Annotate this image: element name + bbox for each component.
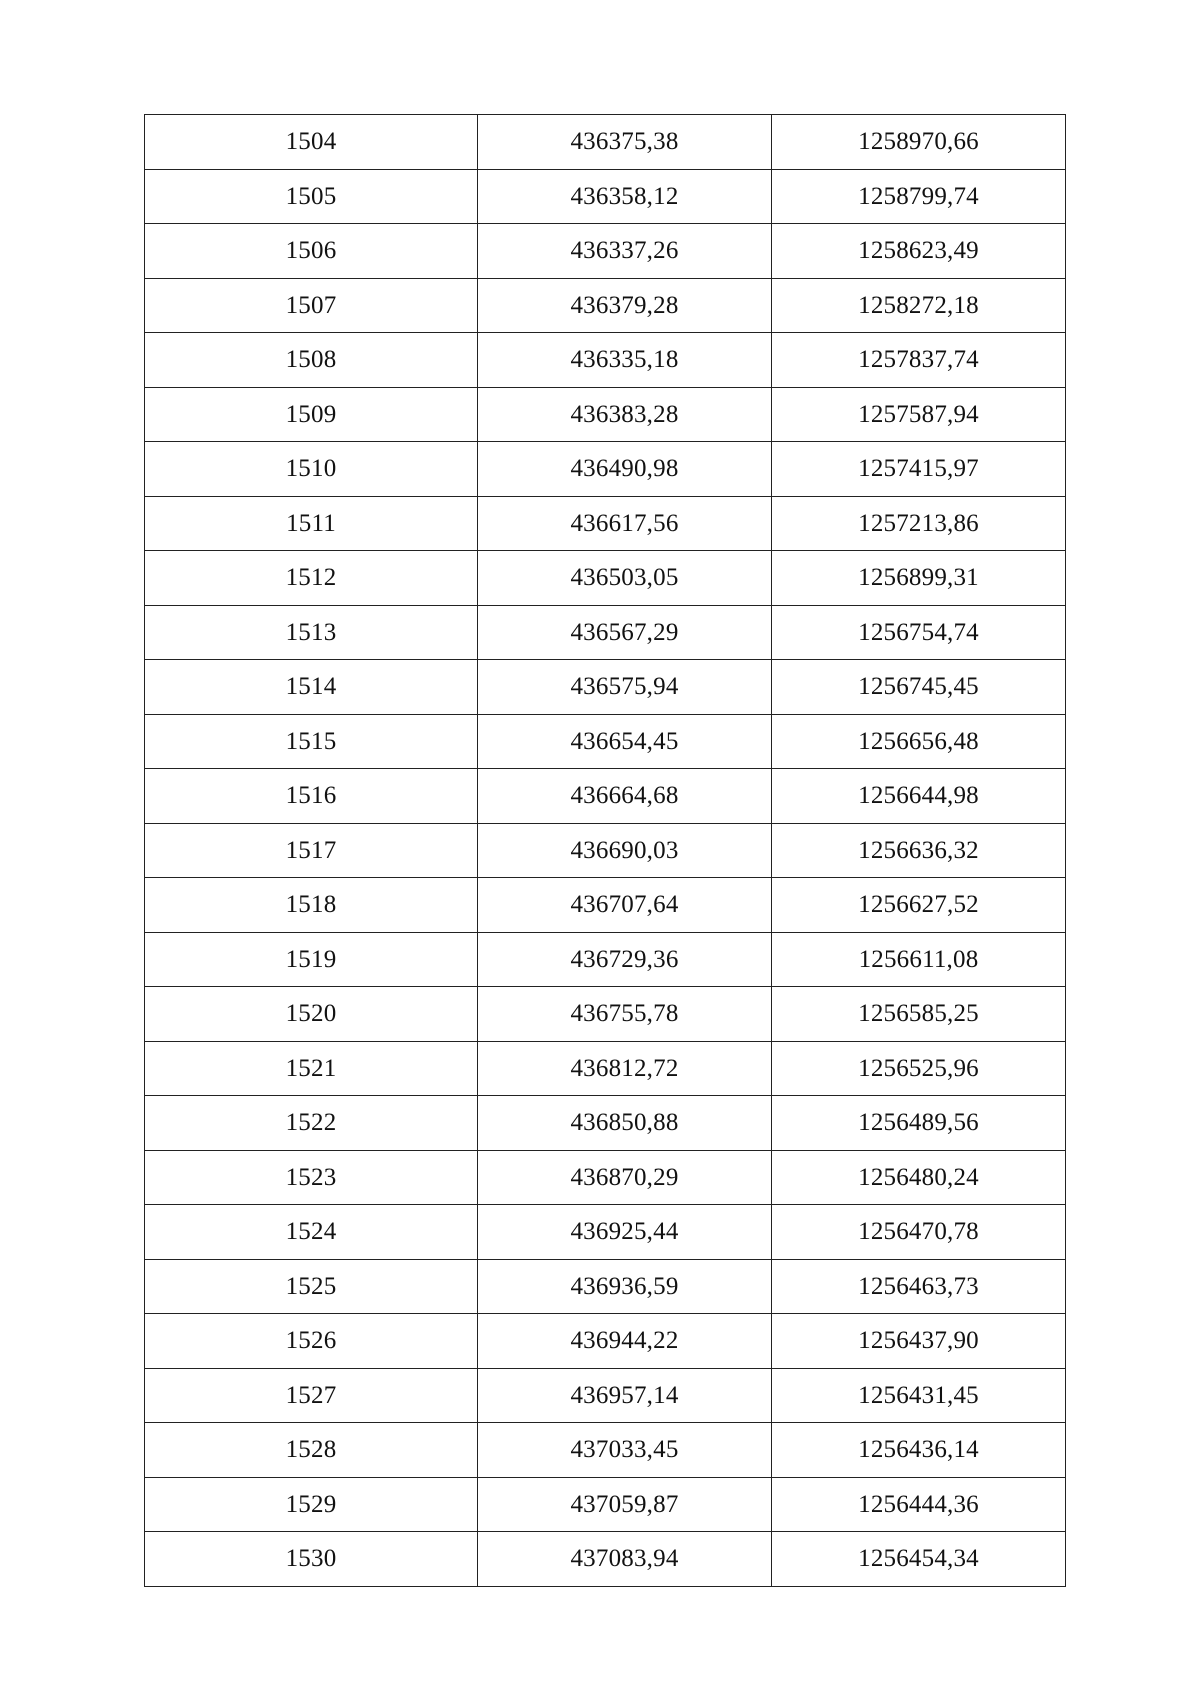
- point-number-cell: 1517: [145, 823, 478, 878]
- table-row: [145, 224, 1066, 279]
- x-coordinate-cell: 436664,68: [478, 769, 772, 824]
- point-number-cell: 1519: [145, 932, 478, 987]
- y-coordinate-cell: 1256454,34: [772, 1532, 1066, 1587]
- point-number-cell: 1511: [145, 496, 478, 551]
- y-coordinate-cell: 1258970,66: [772, 115, 1066, 170]
- point-number-cell: 1520: [145, 987, 478, 1042]
- table-row: [145, 823, 1066, 878]
- table-row: [145, 1041, 1066, 1096]
- x-coordinate-cell: 437059,87: [478, 1477, 772, 1532]
- point-number-cell: 1504: [145, 115, 478, 170]
- y-coordinate-cell: 1256644,98: [772, 769, 1066, 824]
- x-coordinate-cell: 436690,03: [478, 823, 772, 878]
- x-coordinate-cell: 436729,36: [478, 932, 772, 987]
- x-coordinate-cell: 436490,98: [478, 442, 772, 497]
- y-coordinate-cell: 1256636,32: [772, 823, 1066, 878]
- x-coordinate-cell: 436707,64: [478, 878, 772, 933]
- point-number-cell: 1515: [145, 714, 478, 769]
- table-row: [145, 605, 1066, 660]
- table-row: [145, 1423, 1066, 1478]
- y-coordinate-cell: 1256611,08: [772, 932, 1066, 987]
- x-coordinate-cell: 437083,94: [478, 1532, 772, 1587]
- x-coordinate-cell: 436617,56: [478, 496, 772, 551]
- point-number-cell: 1530: [145, 1532, 478, 1587]
- point-number-cell: 1528: [145, 1423, 478, 1478]
- table-row: [145, 1150, 1066, 1205]
- y-coordinate-cell: 1256480,24: [772, 1150, 1066, 1205]
- table-row: [145, 333, 1066, 388]
- y-coordinate-cell: 1256745,45: [772, 660, 1066, 715]
- point-number-cell: 1506: [145, 224, 478, 279]
- x-coordinate-cell: 436503,05: [478, 551, 772, 606]
- table-row: [145, 932, 1066, 987]
- table-row: [145, 714, 1066, 769]
- table-row: [145, 278, 1066, 333]
- table-row: [145, 387, 1066, 442]
- table-row: [145, 769, 1066, 824]
- point-number-cell: 1524: [145, 1205, 478, 1260]
- y-coordinate-cell: 1256656,48: [772, 714, 1066, 769]
- table-row: [145, 1477, 1066, 1532]
- point-number-cell: 1521: [145, 1041, 478, 1096]
- y-coordinate-cell: 1256444,36: [772, 1477, 1066, 1532]
- table-row: [145, 496, 1066, 551]
- x-coordinate-cell: 436358,12: [478, 169, 772, 224]
- point-number-cell: 1516: [145, 769, 478, 824]
- x-coordinate-cell: 436375,38: [478, 115, 772, 170]
- y-coordinate-cell: 1256489,56: [772, 1096, 1066, 1151]
- point-number-cell: 1525: [145, 1259, 478, 1314]
- point-number-cell: 1514: [145, 660, 478, 715]
- y-coordinate-cell: 1256754,74: [772, 605, 1066, 660]
- point-number-cell: 1508: [145, 333, 478, 388]
- point-number-cell: 1529: [145, 1477, 478, 1532]
- table-row: [145, 442, 1066, 497]
- y-coordinate-cell: 1258799,74: [772, 169, 1066, 224]
- y-coordinate-cell: 1256627,52: [772, 878, 1066, 933]
- y-coordinate-cell: 1256525,96: [772, 1041, 1066, 1096]
- x-coordinate-cell: 436850,88: [478, 1096, 772, 1151]
- y-coordinate-cell: 1258623,49: [772, 224, 1066, 279]
- x-coordinate-cell: 436654,45: [478, 714, 772, 769]
- table-row: [145, 115, 1066, 170]
- x-coordinate-cell: 436870,29: [478, 1150, 772, 1205]
- x-coordinate-cell: 436335,18: [478, 333, 772, 388]
- x-coordinate-cell: 437033,45: [478, 1423, 772, 1478]
- y-coordinate-cell: 1257415,97: [772, 442, 1066, 497]
- y-coordinate-cell: 1257837,74: [772, 333, 1066, 388]
- table-row: [145, 660, 1066, 715]
- table-row: [145, 1205, 1066, 1260]
- y-coordinate-cell: 1256437,90: [772, 1314, 1066, 1369]
- table-row: [145, 1259, 1066, 1314]
- point-number-cell: 1526: [145, 1314, 478, 1369]
- x-coordinate-cell: 436944,22: [478, 1314, 772, 1369]
- table-row: [145, 169, 1066, 224]
- y-coordinate-cell: 1256585,25: [772, 987, 1066, 1042]
- x-coordinate-cell: 436957,14: [478, 1368, 772, 1423]
- x-coordinate-cell: 436755,78: [478, 987, 772, 1042]
- point-number-cell: 1512: [145, 551, 478, 606]
- point-number-cell: 1513: [145, 605, 478, 660]
- x-coordinate-cell: 436567,29: [478, 605, 772, 660]
- point-number-cell: 1505: [145, 169, 478, 224]
- x-coordinate-cell: 436925,44: [478, 1205, 772, 1260]
- point-number-cell: 1507: [145, 278, 478, 333]
- table-row: [145, 551, 1066, 606]
- point-number-cell: 1518: [145, 878, 478, 933]
- point-number-cell: 1509: [145, 387, 478, 442]
- point-number-cell: 1527: [145, 1368, 478, 1423]
- table-row: [145, 1532, 1066, 1587]
- x-coordinate-cell: 436379,28: [478, 278, 772, 333]
- table-row: [145, 878, 1066, 933]
- coordinates-table: [144, 114, 1066, 1587]
- y-coordinate-cell: 1256899,31: [772, 551, 1066, 606]
- x-coordinate-cell: 436383,28: [478, 387, 772, 442]
- table-row: [145, 987, 1066, 1042]
- y-coordinate-cell: 1256431,45: [772, 1368, 1066, 1423]
- y-coordinate-cell: 1256463,73: [772, 1259, 1066, 1314]
- y-coordinate-cell: 1257213,86: [772, 496, 1066, 551]
- x-coordinate-cell: 436812,72: [478, 1041, 772, 1096]
- point-number-cell: 1510: [145, 442, 478, 497]
- table-row: [145, 1096, 1066, 1151]
- x-coordinate-cell: 436575,94: [478, 660, 772, 715]
- x-coordinate-cell: 436936,59: [478, 1259, 772, 1314]
- point-number-cell: 1522: [145, 1096, 478, 1151]
- coordinates-table-body: [145, 115, 1066, 1587]
- y-coordinate-cell: 1256436,14: [772, 1423, 1066, 1478]
- y-coordinate-cell: 1258272,18: [772, 278, 1066, 333]
- table-row: [145, 1314, 1066, 1369]
- y-coordinate-cell: 1256470,78: [772, 1205, 1066, 1260]
- x-coordinate-cell: 436337,26: [478, 224, 772, 279]
- y-coordinate-cell: 1257587,94: [772, 387, 1066, 442]
- point-number-cell: 1523: [145, 1150, 478, 1205]
- table-row: [145, 1368, 1066, 1423]
